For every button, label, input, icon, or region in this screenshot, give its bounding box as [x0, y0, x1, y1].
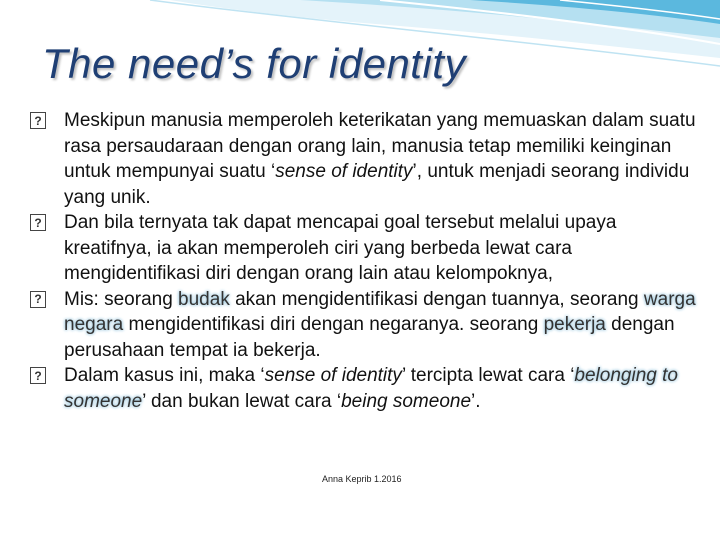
missing-glyph-box-icon — [30, 291, 46, 308]
bullet-paragraph — [30, 287, 700, 364]
text-segment: sense of identity — [264, 365, 402, 386]
text-segment: belonging to someone — [64, 365, 678, 412]
bullet-paragraph — [30, 108, 700, 210]
text-segment: ’ tercipta lewat cara ‘ — [401, 365, 575, 386]
text-segment: mengidentifikasi diri dengan negaranya. seorang — [123, 314, 544, 335]
text-segment: ’, untuk menjadi seorang individu yang unik. — [64, 161, 690, 208]
text-segment: pekerja — [543, 314, 606, 335]
text-segment: budak — [178, 288, 230, 310]
text-segment: akan mengidentifikasi dengan tuannya, seorang — [229, 288, 644, 310]
text-segment: being someone — [341, 390, 472, 412]
text-segment: warga negara — [64, 288, 696, 335]
text-segment: Dalam kasus ini, maka ‘ — [64, 365, 265, 386]
slide-footer: Anna Keprib 1.2016 — [322, 474, 402, 484]
text-segment: sense of identity — [275, 161, 413, 182]
missing-glyph-box-icon — [30, 112, 46, 129]
text-segment: Meskipun manusia memperoleh keterikatan yang memuaskan dalam suatu rasa persaudaraan dengan orang lain, manusia tetap memiliki keinginan untuk mempunyai suatu ‘ — [64, 110, 696, 182]
slide-body — [30, 108, 700, 414]
text-segment: ’. — [471, 390, 481, 412]
missing-glyph-box-icon — [30, 214, 46, 231]
bullet-paragraph — [30, 363, 700, 414]
slide-title: The need’s for identity — [42, 40, 466, 87]
text-segment: Dan bila ternyata tak dapat mencapai goal tersebut melalui upaya kreatifnya, ia akan memperoleh ciri yang berbeda lewat cara mengidentifikasi diri dengan orang lain atau kelompoknya, — [64, 212, 617, 284]
text-segment: Mis: seorang — [64, 288, 179, 310]
missing-glyph-box-icon — [30, 367, 46, 384]
text-segment: dengan perusahaan tempat ia bekerja. — [64, 314, 675, 361]
bullet-paragraph — [30, 210, 700, 287]
text-segment: ’ dan bukan lewat cara ‘ — [142, 390, 342, 412]
